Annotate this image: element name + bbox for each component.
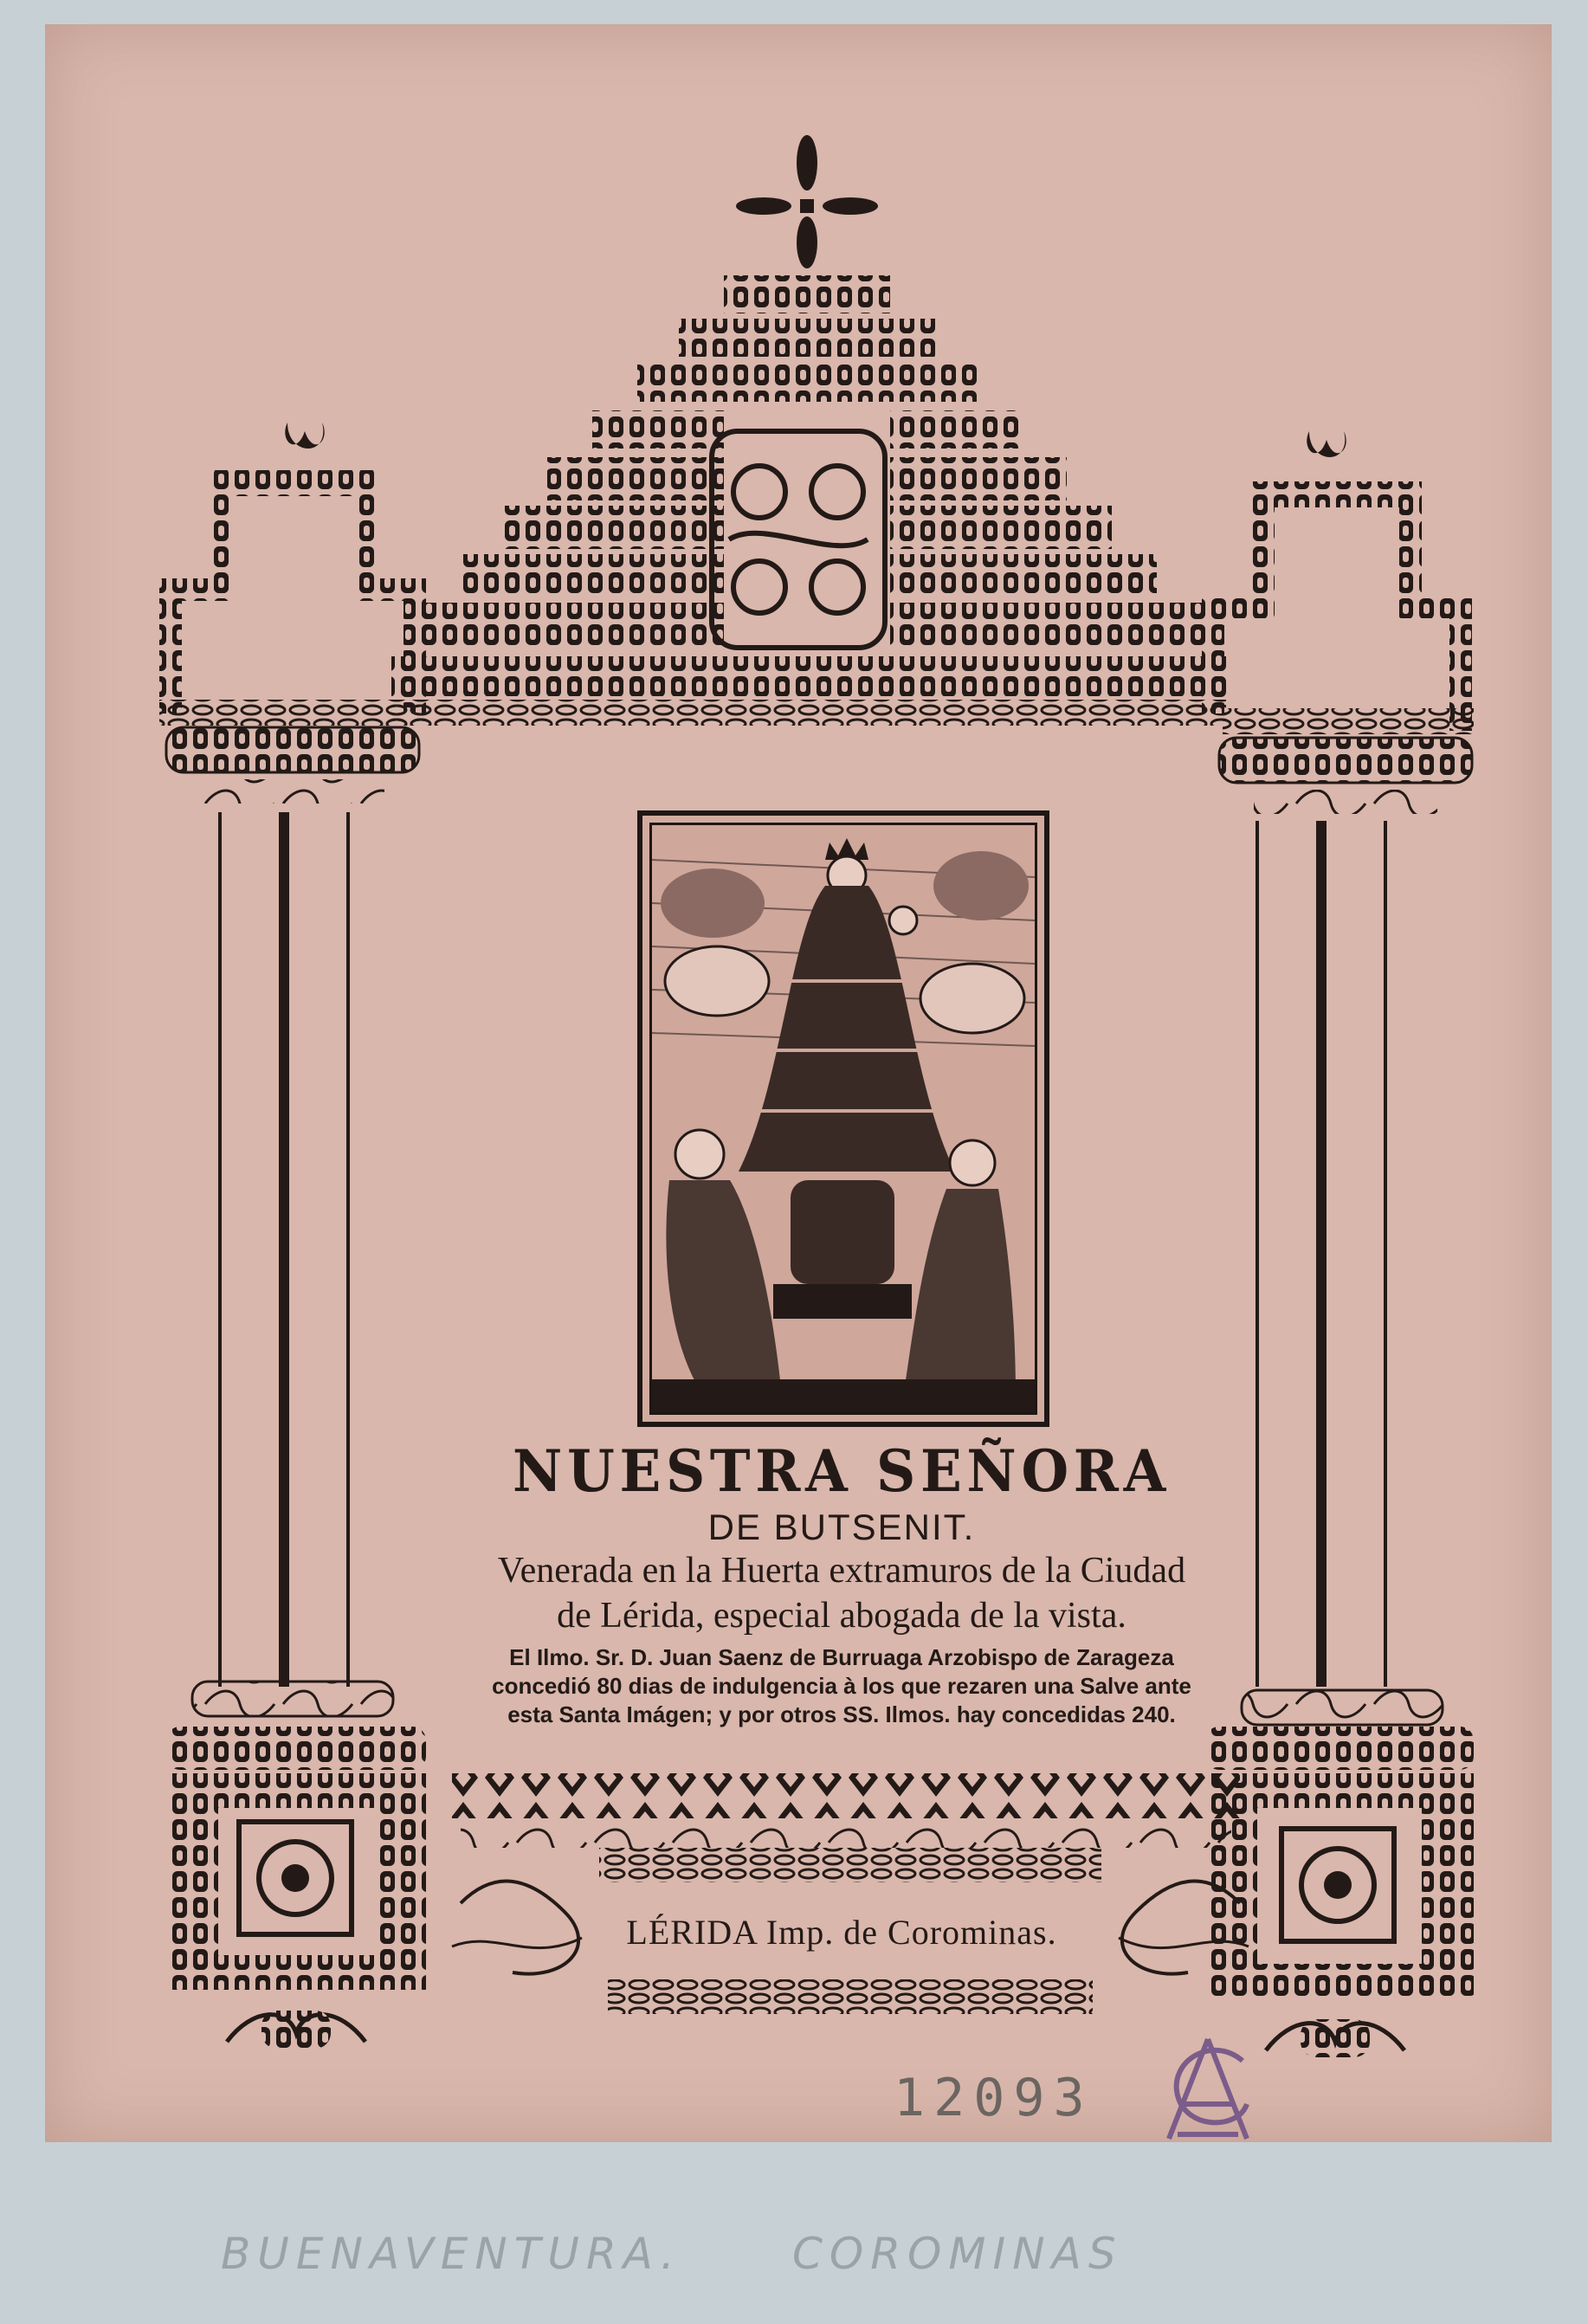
left-tower bbox=[159, 423, 426, 1716]
subtitle: DE BUTSENIT. bbox=[707, 1507, 976, 1547]
margin-note-right: COROMINAS bbox=[792, 2229, 1123, 2279]
cross-ornament bbox=[736, 135, 878, 268]
description-line-2: de Lérida, especial abogada de la vista. bbox=[557, 1596, 1126, 1636]
collection-stamp-icon bbox=[1143, 2026, 1273, 2156]
broadside-sheet bbox=[45, 24, 1552, 2142]
pedestal bbox=[773, 1180, 912, 1319]
right-base bbox=[1205, 1727, 1474, 2057]
indulgence-line-1: El Ilmo. Sr. D. Juan Saenz de Burruaga Arzobispo de Zarageza bbox=[509, 1644, 1174, 1670]
indulgence-line-3: esta Santa Imágen; y por otros SS. Ilmos. hay concedidas 240. bbox=[507, 1701, 1176, 1727]
virgin-woodcut bbox=[637, 810, 1049, 1427]
woodcut-illustration bbox=[652, 825, 1035, 1412]
indulgence-text bbox=[426, 1643, 1257, 1729]
bottom-band bbox=[452, 1773, 1249, 2014]
scroll-medallion bbox=[712, 431, 885, 648]
printer-imprint: LÉRIDA Imp. de Corominas. bbox=[626, 1913, 1057, 1952]
page-title: NUESTRA SEÑORA bbox=[513, 1437, 1171, 1505]
description-line-1: Venerada en la Huerta extramuros de la Ciudad bbox=[497, 1551, 1186, 1591]
inventory-number: 12093 bbox=[894, 2068, 1094, 2128]
indulgence-line-2: concedió 80 dias de indulgencia à los que rezaren una Salve ante bbox=[492, 1673, 1191, 1699]
left-base bbox=[166, 1727, 426, 2049]
pediment bbox=[391, 275, 1226, 726]
margin-note-left: BUENAVENTURA. bbox=[221, 2229, 681, 2279]
